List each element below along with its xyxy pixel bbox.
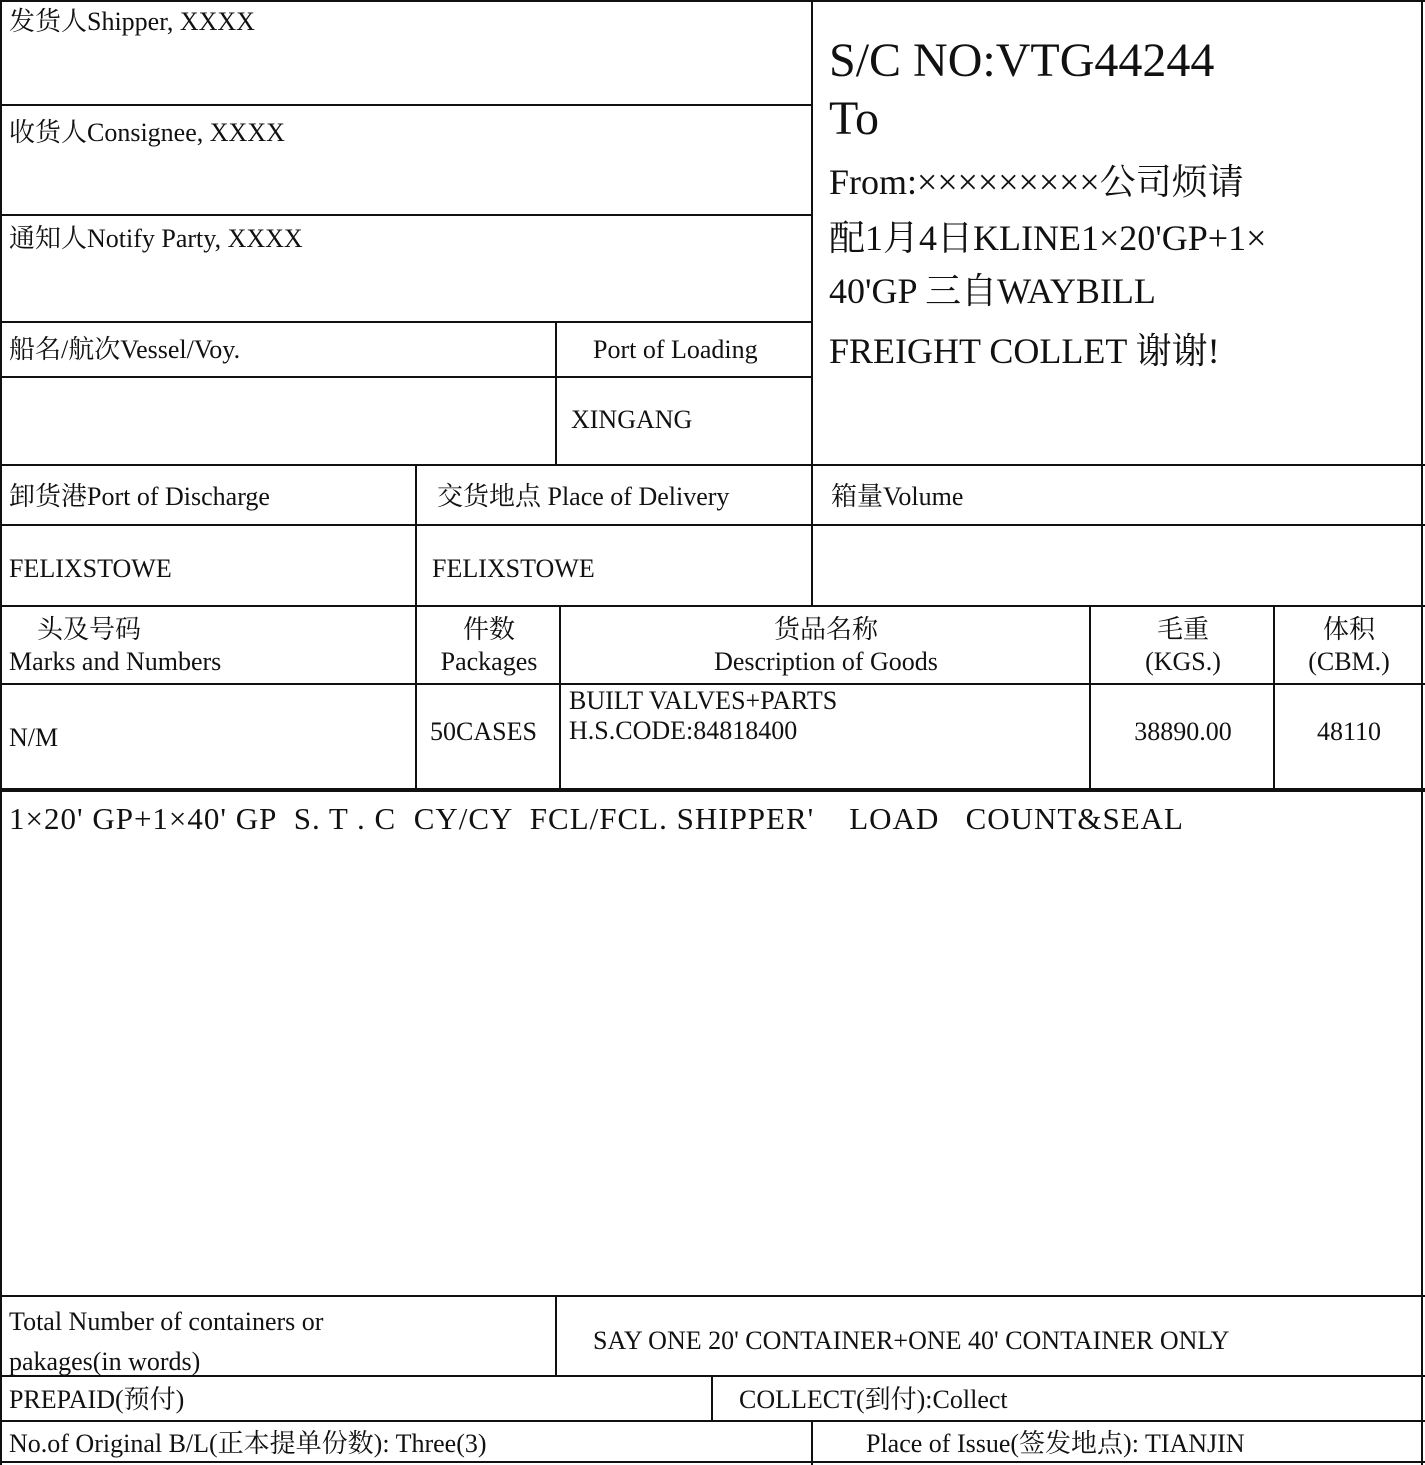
consignee-field: 收货人Consignee, XXXX xyxy=(9,118,285,147)
original-bl-field: No.of Original B/L(正本提单份数): Three(3) xyxy=(9,1429,487,1458)
header-en: Description of Goods xyxy=(714,647,938,676)
divider xyxy=(0,683,1425,685)
header-description xyxy=(562,614,1090,678)
description-line: H.S.CODE:84818400 xyxy=(569,716,798,745)
collect-field: COLLECT(到付):Collect xyxy=(739,1385,1008,1414)
marks-value: N/M xyxy=(9,723,59,752)
port-of-loading-label: Port of Loading xyxy=(593,335,758,364)
message-line: From:×××××××××公司烦请 xyxy=(829,162,1244,202)
discharge-value: FELIXSTOWE xyxy=(9,554,172,583)
sc-number: S/C NO:VTG44244 xyxy=(829,34,1215,87)
divider xyxy=(0,214,812,216)
header-en: Packages xyxy=(440,647,538,676)
divider xyxy=(415,464,417,790)
header-en: (KGS.) xyxy=(1145,647,1221,676)
header-cn: 毛重 xyxy=(1156,615,1209,644)
header-volume xyxy=(1276,614,1422,678)
divider xyxy=(0,524,1425,526)
description-line: BUILT VALVES+PARTS xyxy=(569,686,838,715)
notify-party-field: 通知人Notify Party, XXXX xyxy=(9,224,303,253)
message-line: FREIGHT COLLET 谢谢! xyxy=(829,331,1220,371)
header-marks xyxy=(9,614,221,678)
divider xyxy=(0,321,812,323)
remarks: 1×20' GP+1×40' GP S. T . C CY/CY FCL/FCL. SHIPPER' LOAD COUNT&SEAL xyxy=(9,801,1184,836)
place-of-issue-field: Place of Issue(签发地点): TIANJIN xyxy=(866,1429,1245,1458)
divider xyxy=(555,1295,557,1375)
message-line: 40'GP 三自WAYBILL xyxy=(829,271,1156,311)
header-cn: 件数 xyxy=(462,615,515,644)
volume-label: 箱量Volume xyxy=(831,482,964,511)
header-cn: 头及号码 xyxy=(37,615,142,644)
header-packages xyxy=(418,614,560,678)
vessel-label: 船名/航次Vessel/Voy. xyxy=(9,335,241,364)
discharge-label: 卸货港Port of Discharge xyxy=(9,482,270,511)
divider xyxy=(555,321,557,465)
delivery-label: 交货地点 Place of Delivery xyxy=(437,482,730,511)
divider xyxy=(0,605,1425,607)
header-en: (CBM.) xyxy=(1308,647,1390,676)
total-label xyxy=(9,1302,323,1382)
divider xyxy=(0,788,1425,792)
divider xyxy=(811,0,813,605)
total-label-line: pakages(in words) xyxy=(9,1347,201,1376)
border-bottom xyxy=(0,1461,1425,1463)
description-value xyxy=(569,686,837,746)
divider xyxy=(811,1420,813,1465)
packages-value: 50CASES xyxy=(430,717,537,746)
header-weight xyxy=(1092,614,1274,678)
divider xyxy=(0,1295,1425,1297)
message-line: 配1月4日KLINE1×20'GP+1× xyxy=(829,218,1267,258)
divider xyxy=(0,1420,1425,1422)
delivery-value: FELIXSTOWE xyxy=(432,554,595,583)
weight-value: 38890.00 xyxy=(1134,717,1232,746)
header-cn: 体积 xyxy=(1322,615,1375,644)
port-of-loading-value: XINGANG xyxy=(571,405,693,434)
shipper-field: 发货人Shipper, XXXX xyxy=(9,7,255,36)
header-cn: 货品名称 xyxy=(773,615,878,644)
divider xyxy=(0,464,1425,466)
divider xyxy=(0,104,812,106)
divider xyxy=(711,1375,713,1421)
total-value: SAY ONE 20' CONTAINER+ONE 40' CONTAINER ONLY xyxy=(593,1326,1230,1355)
header-en: Marks and Numbers xyxy=(9,647,222,676)
volume-value: 48110 xyxy=(1316,717,1382,746)
total-label-line: Total Number of containers or xyxy=(9,1307,324,1336)
to-label: To xyxy=(829,92,879,145)
prepaid-field: PREPAID(预付) xyxy=(9,1385,185,1414)
border-left xyxy=(0,0,2,1465)
border-top xyxy=(0,0,1425,2)
divider xyxy=(0,376,812,378)
